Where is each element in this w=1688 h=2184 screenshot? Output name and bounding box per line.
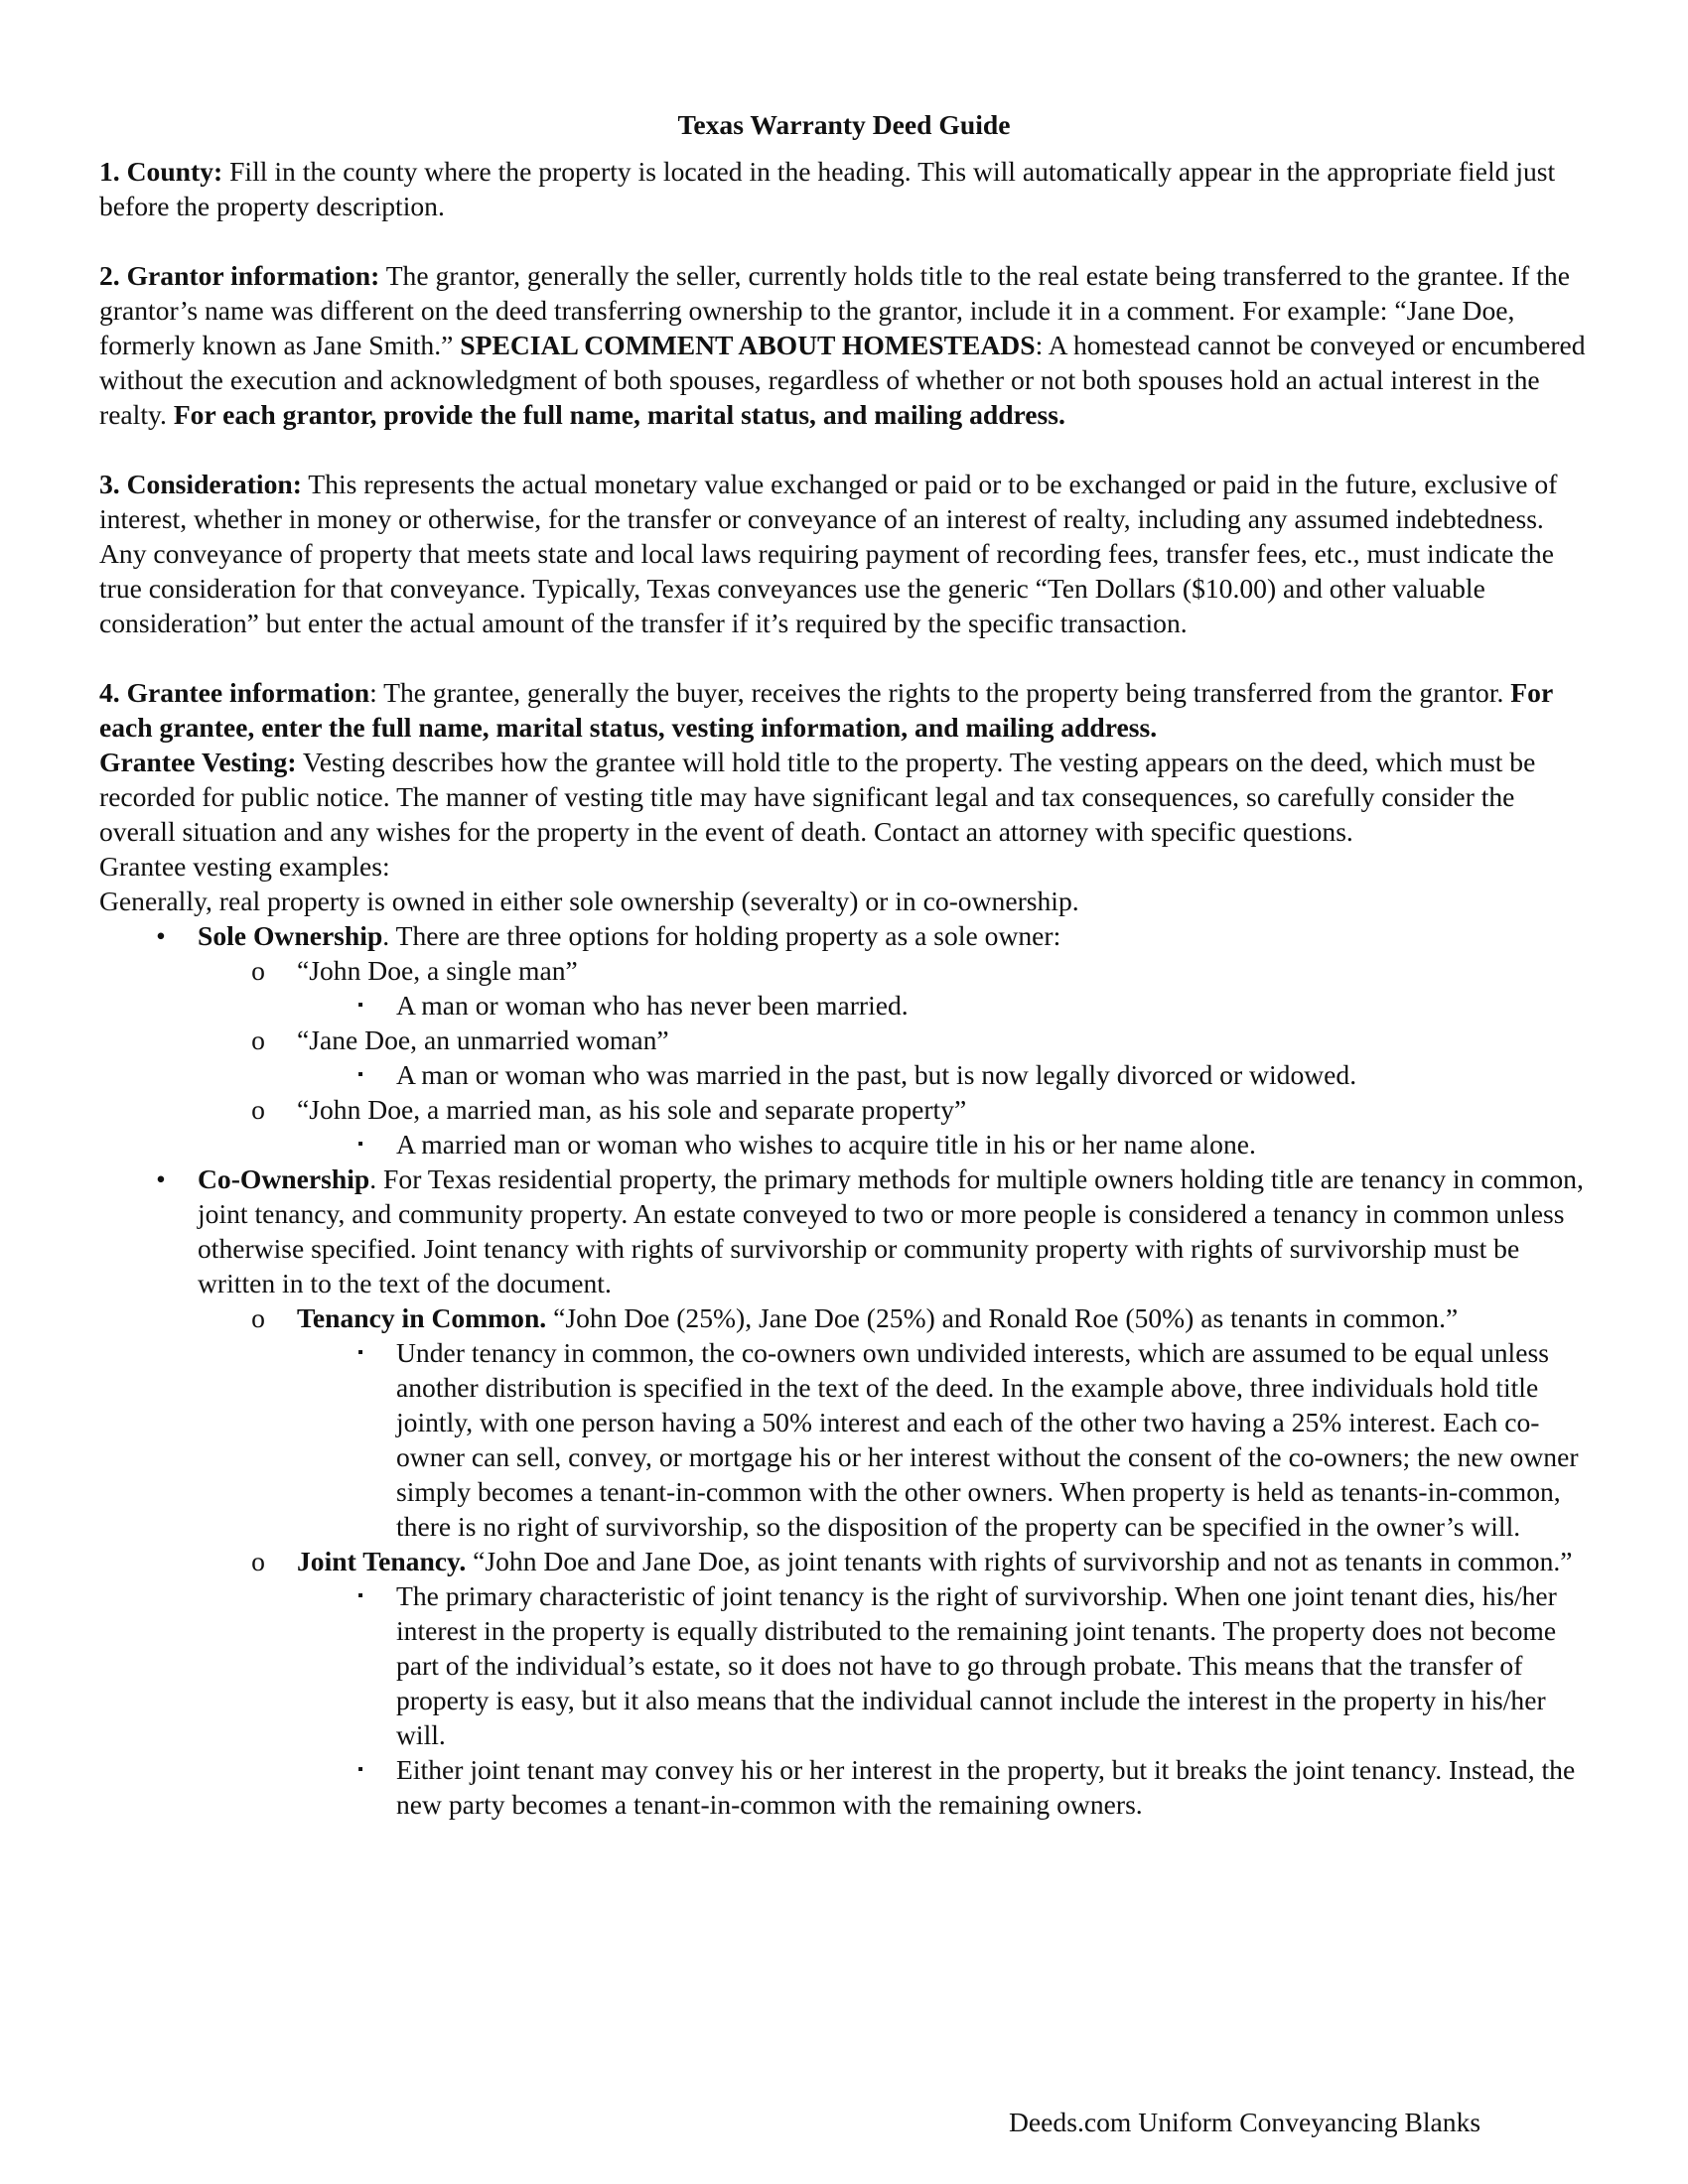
list-item-joint-tenancy	[99, 1544, 1589, 1578]
section-grantor	[99, 258, 1589, 432]
circle-marker: o	[251, 1094, 265, 1125]
list-item-unmarried-woman-desc	[99, 1057, 1589, 1092]
page-footer: Deeds.com Uniform Conveyancing Blanks	[1009, 2107, 1481, 2137]
homestead-heading: SPECIAL COMMENT ABOUT HOMESTEADS	[460, 330, 1036, 360]
co-ownership-label: Co-Ownership	[198, 1163, 370, 1194]
list-item-married-man	[99, 1092, 1589, 1127]
joint-tenancy-example: “John Doe and Jane Doe, as joint tenants with rights of survivorship and not as tenants in common.”	[466, 1546, 1573, 1576]
square-marker: ▪	[357, 1761, 363, 1778]
tenancy-in-common-desc: Under tenancy in common, the co-owners own undivided interests, which are assumed to be equal unless another distribution is specified in the text of the deed. In the example above, three individuals hold title jointly, with one person having a 50% interest and each of the other two having a 25% interest. Each co-owner can sell, convey, or mortgage his or her interest without the consent of the co-owners; the new owner simply becomes a tenant-in-common with the other owners. When property is held as tenants-in-common, there is no right of survivorship, so the disposition of the property can be specified in the owner’s will.	[396, 1337, 1579, 1542]
sole-ownership-label: Sole Ownership	[198, 920, 383, 951]
square-marker: ▪	[357, 1066, 363, 1083]
grantee-instruction: For each grantee, enter the full name, marital status, vesting information, and mailing address.	[99, 677, 1553, 743]
joint-tenancy-desc-1: The primary characteristic of joint tenancy is the right of survivorship. When one joint tenant dies, his/her interest in the property is equally distributed to the remaining joint tenants. The property does not become part of the individual’s estate, so it does not have to go through probate. This means that the transfer of property is easy, but it also means that the individual cannot include the interest in the property in his/her will.	[396, 1580, 1557, 1750]
list-item-joint-tenancy-desc-2	[99, 1752, 1589, 1822]
circle-marker: o	[251, 1024, 265, 1055]
section-consideration-label: 3. Consideration:	[99, 469, 302, 499]
grantee-paragraph	[99, 675, 1589, 745]
circle-marker: o	[251, 1546, 265, 1576]
section-consideration-text: This represents the actual monetary value exchanged or paid or to be exchanged or paid in the future, exclusive of interest, whether in money or otherwise, for the transfer or conveyance of an interest of realty, including any assumed indebtedness. Any conveyance of property that meets state and local laws requiring payment of recording fees, transfer fees, etc., must indicate the true consideration for that conveyance. Typically, Texas conveyances use the generic “Ten Dollars ($10.00) and other valuable consideration” but enter the actual amount of the transfer if it’s required by the specific transaction.	[99, 469, 1558, 638]
circle-marker: o	[251, 955, 265, 986]
square-marker: ▪	[357, 1344, 363, 1361]
list-item-tenancy-in-common-desc	[99, 1335, 1589, 1544]
joint-tenancy-desc-2: Either joint tenant may convey his or her interest in the property, but it breaks the joint tenancy. Instead, the new party becomes a tenant-in-common with the remaining owners.	[396, 1754, 1576, 1820]
section-grantee	[99, 675, 1589, 1822]
list-item-sole-ownership	[99, 918, 1589, 953]
section-county	[99, 154, 1589, 223]
list-item-joint-tenancy-desc-1	[99, 1578, 1589, 1752]
section-grantee-label: 4. Grantee information	[99, 677, 370, 708]
grantor-instruction: For each grantor, provide the full name, marital status, and mailing address.	[173, 399, 1065, 430]
example-unmarried-woman-desc: A man or woman who was married in the past, but is now legally divorced or widowed.	[396, 1059, 1357, 1090]
document-body	[99, 107, 1589, 1822]
square-marker: ▪	[357, 1587, 363, 1604]
joint-tenancy-label: Joint Tenancy.	[297, 1546, 467, 1576]
circle-marker: o	[251, 1302, 265, 1333]
example-single-man: “John Doe, a single man”	[297, 955, 578, 986]
list-item-single-man	[99, 953, 1589, 988]
example-single-man-desc: A man or woman who has never been married.	[396, 990, 909, 1021]
list-item-tenancy-in-common	[99, 1300, 1589, 1335]
bullet-marker: •	[156, 1163, 166, 1194]
list-item-co-ownership	[99, 1161, 1589, 1300]
example-unmarried-woman: “Jane Doe, an unmarried woman”	[297, 1024, 669, 1055]
square-marker: ▪	[357, 1136, 363, 1153]
section-county-text: Fill in the county where the property is located in the heading. This will automatically appear in the appropriate field just before the property description.	[99, 156, 1556, 221]
ownership-list	[99, 918, 1589, 1822]
grantee-vesting-text: Vesting describes how the grantee will hold title to the property. The vesting appears on the deed, which must be recorded for public notice. The manner of vesting title may have significant legal and tax consequences, so carefully consider the overall situation and any wishes for the property in the event of death. Contact an attorney with specific questions.	[99, 747, 1536, 847]
page-title: Texas Warranty Deed Guide	[677, 109, 1011, 140]
section-grantor-label: 2. Grantor information:	[99, 260, 380, 291]
example-married-man: “John Doe, a married man, as his sole and separate property”	[297, 1094, 967, 1125]
vesting-examples-heading: Grantee vesting examples:	[99, 851, 390, 882]
vesting-examples-intro: Generally, real property is owned in either sole ownership (severalty) or in co-ownership.	[99, 886, 1079, 916]
list-item-single-man-desc	[99, 988, 1589, 1023]
list-item-married-man-desc	[99, 1127, 1589, 1161]
homestead-text: : A homestead cannot be conveyed or encumbered without the execution and acknowledgment of both spouses, regardless of whether or not both spouses hold an actual interest in the realty.	[99, 330, 1586, 430]
example-married-man-desc: A married man or woman who wishes to acquire title in his or her name alone.	[396, 1129, 1256, 1160]
section-grantor-text: The grantor, generally the seller, currently holds title to the real estate being transferred to the grantee. If the grantor’s name was different on the deed transferring ownership to the grantor, include it in a comment. For example: “Jane Doe, formerly known as Jane Smith.”	[99, 260, 1570, 360]
section-county-label: 1. County:	[99, 156, 223, 187]
tenancy-in-common-example: “John Doe (25%), Jane Doe (25%) and Ronald Roe (50%) as tenants in common.”	[546, 1302, 1459, 1333]
grantee-vesting-label: Grantee Vesting:	[99, 747, 297, 777]
list-item-unmarried-woman	[99, 1023, 1589, 1057]
section-grantee-text: : The grantee, generally the buyer, receives the rights to the property being transferred from the grantor.	[369, 677, 1511, 708]
section-consideration	[99, 467, 1589, 640]
sole-ownership-text: . There are three options for holding property as a sole owner:	[382, 920, 1061, 951]
grantee-vesting-paragraph	[99, 745, 1589, 849]
co-ownership-text: . For Texas residential property, the primary methods for multiple owners holding title are tenancy in common, joint tenancy, and community property. An estate conveyed to two or more people is considered a tenancy in common unless otherwise specified. Joint tenancy with rights of survivorship or community property with rights of survivorship must be written in to the text of the document.	[198, 1163, 1584, 1298]
bullet-marker: •	[156, 920, 166, 951]
square-marker: ▪	[357, 997, 363, 1014]
tenancy-in-common-label: Tenancy in Common.	[297, 1302, 547, 1333]
